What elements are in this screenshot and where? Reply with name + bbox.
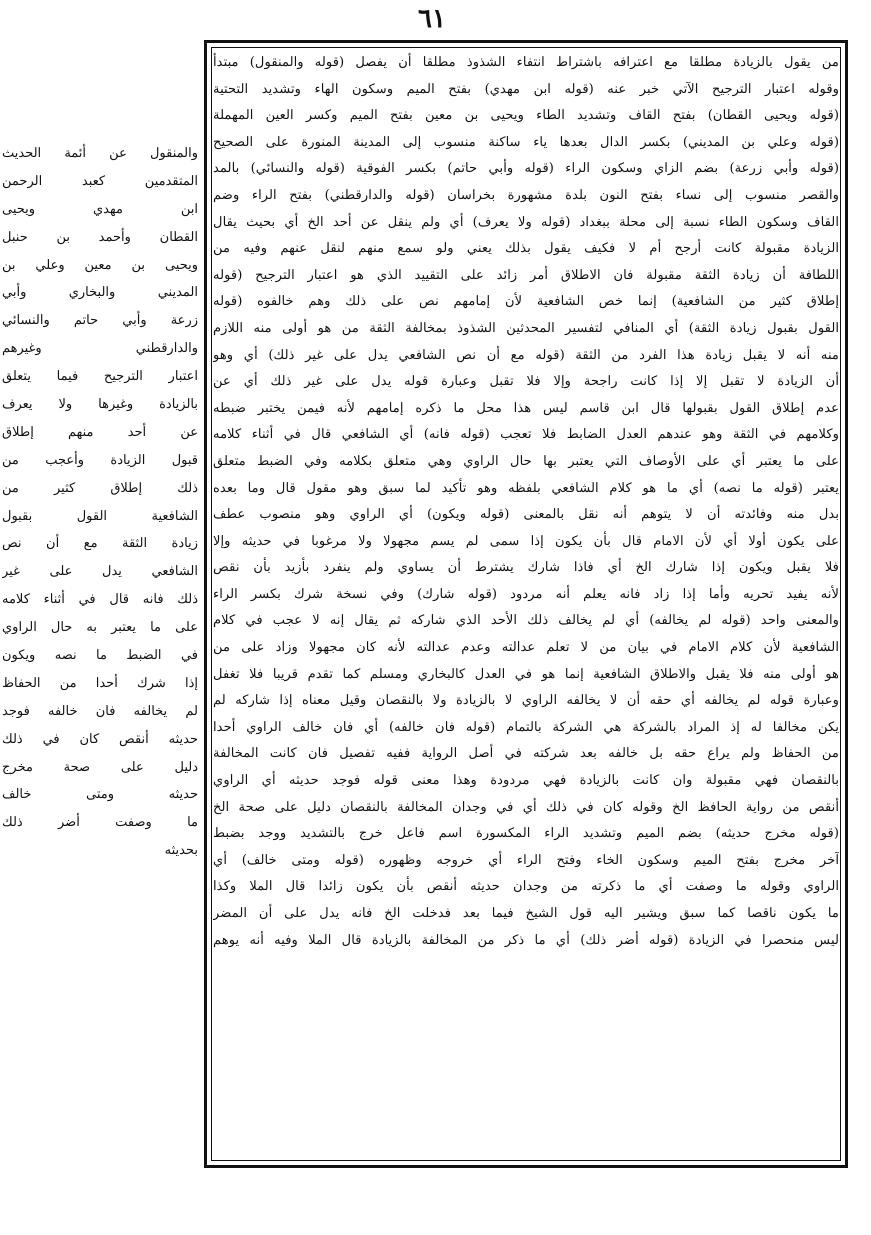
margin-note-line: في الضبط ما نصه ويكون <box>2 648 198 664</box>
main-text-line: وعبارة قوله لم يخالفه أي حقه أن لا يخالفه الراوي لا بالزيادة ولا بالنقصان وقيل معناه إذا شاركه لم <box>213 693 839 709</box>
main-text-line: وقوله اعتبار الترجيح الآتي خبر عنه (قوله ابن مهدي) بفتح الميم وسكون الهاء وتشديد التحتية <box>213 81 839 97</box>
main-text-line: الراوي وقوله ما وصفت أي ما ذكرته من وجدان حديثه أنقص بأن يكون زائدا قال الملا وكذا <box>213 879 839 895</box>
margin-note-line: ما وصفت أضر ذلك <box>2 815 198 831</box>
margin-note-line: ذلك إطلاق كثير من <box>2 480 198 496</box>
main-text-line: (قوله وعلي بن المديني) بكسر الدال بعدها ياء ساكنة منسوب إلى المدينة المنورة على الصحيح <box>213 134 839 150</box>
margin-note-line: زيادة الثقة مع أن نص <box>2 536 198 552</box>
margin-note-line: على ما يعتبر به حال الراوي <box>2 620 198 636</box>
main-text-line: يعتبر (قوله ما نصه) أي ما هو كلام الشافعي بلفظه وهو تأكيد لما سبق وهو مقول قال وما بعده <box>213 480 839 496</box>
margin-text-block <box>2 140 198 865</box>
margin-note-line: دليل على صحة مخرج <box>2 759 198 775</box>
main-text-block <box>213 50 839 954</box>
main-text-line: من الحفاظ ولم يراع حقه بل خالفه بعد شركته في أصل الرواية ففيه تفصيل فان كانت المخالفة <box>213 746 839 762</box>
margin-note-line: اعتبار الترجيح فيما يتعلق <box>2 369 198 385</box>
main-text-line: إطلاق كثير من الشافعية) إنما خص الشافعية لأن إمامهم نص على ذلك وهم خالفوه (قوله <box>213 294 839 310</box>
margin-note-line: بالزيادة وغيرها ولا يعرف <box>2 397 198 413</box>
main-text-line: والقصر منسوب إلى نساء بفتح النون بلدة مشهورة بخراسان (قوله والدارقطني) بفتح الراء وضم <box>213 187 839 203</box>
main-text-line: يكن مخالفا له إذ المراد بالشركة هي الشركة بالتمام (قوله فان خالفه) أي فان خالف الراوي أحدا <box>213 719 839 735</box>
main-text-line: بالنقصان فهي مقبولة وان كانت بالزيادة فهي مردودة وهذا معنى قوله فوجد حديثه أي الراوي <box>213 773 839 789</box>
margin-note-line: المتقدمين كعبد الرحمن <box>2 173 198 189</box>
main-text-line: (قوله ويحيى القطان) بفتح القاف وتشديد الطاء ويحيى بن معين بفتح الميم وكسر العين المهملة <box>213 108 839 124</box>
margin-note-line: حديثه أنقص كان في ذلك <box>2 731 198 747</box>
margin-note-line: الشافعية القول بقبول <box>2 508 198 524</box>
margin-note-line: ذلك فانه قال في أثناء كلامه <box>2 592 198 608</box>
margin-note-line: عن أحد منهم إطلاق <box>2 424 198 440</box>
main-text-line: وكلامهم في الثقة وهو عندهم العدل الضابط فلا تعجب (قوله فانه) أي الشافعي قال في أثناء كلامه <box>213 427 839 443</box>
main-text-line: على يكون أولا أي لأن الامام قال بأن يكون إذا سمى لم يسم مجهولا ولا مرغوبا في حديثه وإلا <box>213 533 839 549</box>
margin-note-line: لم يخالفه فان خالفه فوجد <box>2 703 198 719</box>
main-text-line: (قوله وأبي زرعة) بضم الزاي وسكون الراء (قوله وأبي حاتم) بكسر الفوقية (قوله والنسائي) بالمد <box>213 161 839 177</box>
main-text-line: فلا يقبل ويكون إذا شارك الخ أي فاذا شارك يشترط أن يساوي ولم ينفرد بأزيد بأن نقص <box>213 560 839 576</box>
margin-note-line: القطان وأحمد بن حنبل <box>2 229 198 245</box>
margin-note-line: والمنقول عن أئمة الحديث <box>2 146 198 161</box>
main-text-line: القول بقبول زيادة الثقة) أي المنافي لتفسير المحدثين الشذوذ بمخالفة الثقة من هو أولى منه اللازم <box>213 320 839 336</box>
margin-note-line: ابن مهدي ويحيى <box>2 201 198 217</box>
margin-note-line: والدارقطني وغيرهم <box>2 341 198 357</box>
main-text-line: على ما يعتبر أي على الأوصاف التي يعتبر بها حال الراوي وهي متعلق بكلامه وفي الضبط متعلق <box>213 453 839 469</box>
margin-note-line: ويحيى بن معين وعلي بن <box>2 257 198 273</box>
page-number: ٦١ <box>418 4 446 34</box>
main-text-line: هو أولى منه فلا يقبل والاطلاق الشافعية إنما هو في العدل كالبخاري ومسلم كما تقدم قريبا فلا تغفل <box>213 666 839 682</box>
main-text-line: من يقول بالزيادة مطلقا مع اعترافه باشتراط انتفاء الشذوذ مطلقا أن يفصل (قوله والمنقول) مبتدأ <box>213 55 839 70</box>
main-text-line: الشافعية لأن كلام الامام في بيان من لا تعلم عدالته وعدم عدالته لأنه كان مجهولا وزاد على من <box>213 640 839 656</box>
margin-note-line: بحديثه <box>164 843 198 859</box>
margin-note-line: حديثه ومتى خالف <box>2 787 198 803</box>
main-text-line: الزيادة مقبولة كانت أرجح أم لا فكيف يقول بذلك يعني ولو سمع منهم لنقل عنهم وفيه من <box>213 241 839 257</box>
margin-note-line: إذا شرك أحدا من الحفاظ <box>2 675 198 691</box>
margin-note-line: قبول الزيادة وأعجب من <box>2 452 198 468</box>
main-text-line: أن الزيادة لا تقبل إلا إذا كانت راجحة وإلا فلا تقبل وعبارة قوله يدل على غير ذلك أي عن <box>213 374 839 390</box>
main-text-line: ليس منحصرا في الزيادة (قوله أضر ذلك) أي ما ذكر من المخالفة بالزيادة قال الملا وفيه أنه يوهم <box>213 932 839 948</box>
main-text-line: عدم إطلاق القول بقبولها قال ابن قاسم ليس هذا محل ما ذكره إمامهم لأنه فيمن يختبر ضبطه <box>213 400 839 416</box>
main-text-line: أنقص من رواية الحافظ الخ وقوله كان في ذلك أي في وجدان المخالفة بالنقصان دليل على صحة الخ <box>213 799 839 815</box>
main-text-line: اللطافة أن زيادة الثقة مقبولة فان الاطلاق أمر زائد على التقييد الذي هو اعتبار الترجيح (قوله <box>213 267 839 283</box>
main-text-line: ما يكون ناقصا كما سبق ويشير اليه قول الشيخ فيما بعد فدخلت الخ فانه يدل على أن المضر <box>213 906 839 921</box>
main-text-line: القاف وسكون الطاء نسبة إلى محلة ببغداد (قوله ولا يعرف) أي ولم ينقل عن أحد الخ أي بحيث يقال <box>213 214 839 230</box>
main-text-line: والمعنى واحد (قوله لم يخالفه) أي لم يخالف ذلك الأحد الذي شاركه ثم يقال إنه لا عجب في كلام <box>213 613 839 629</box>
margin-note-line: زرعة وأبي حاتم والنسائي <box>2 313 198 329</box>
margin-note-line: الشافعي يدل على غير <box>2 564 198 580</box>
margin-note-line: المديني والبخاري وأبي <box>2 285 198 301</box>
main-text-line: بدل منه وفائدته أن لا يتوهم أنه نقل بالمعنى (قوله ويكون) أي الراوي وهو منصوب عطف <box>213 507 839 523</box>
main-text-line: منه أنه لا يقبل زيادة هذا الفرد من الثقة (قوله مع أن نص الشافعي يدل على غير ذلك) أي وهو <box>213 347 839 363</box>
main-text-line: آخر مخرج بفتح الميم وسكون الخاء وفتح الراء أي خروجه وظهوره (قوله ومتى خالف) أي <box>213 852 839 868</box>
main-text-line: لأنه يفيد تحريه وأما إذا زاد فانه يعلم أنه مردود (قوله شارك) وفي نسخة شرك بكسر الراء <box>213 586 839 602</box>
main-text-line: (قوله مخرج حديثه) بضم الميم وتشديد الراء المكسورة اسم فاعل خرج بالتشديد ووجد بضبط <box>213 826 839 842</box>
